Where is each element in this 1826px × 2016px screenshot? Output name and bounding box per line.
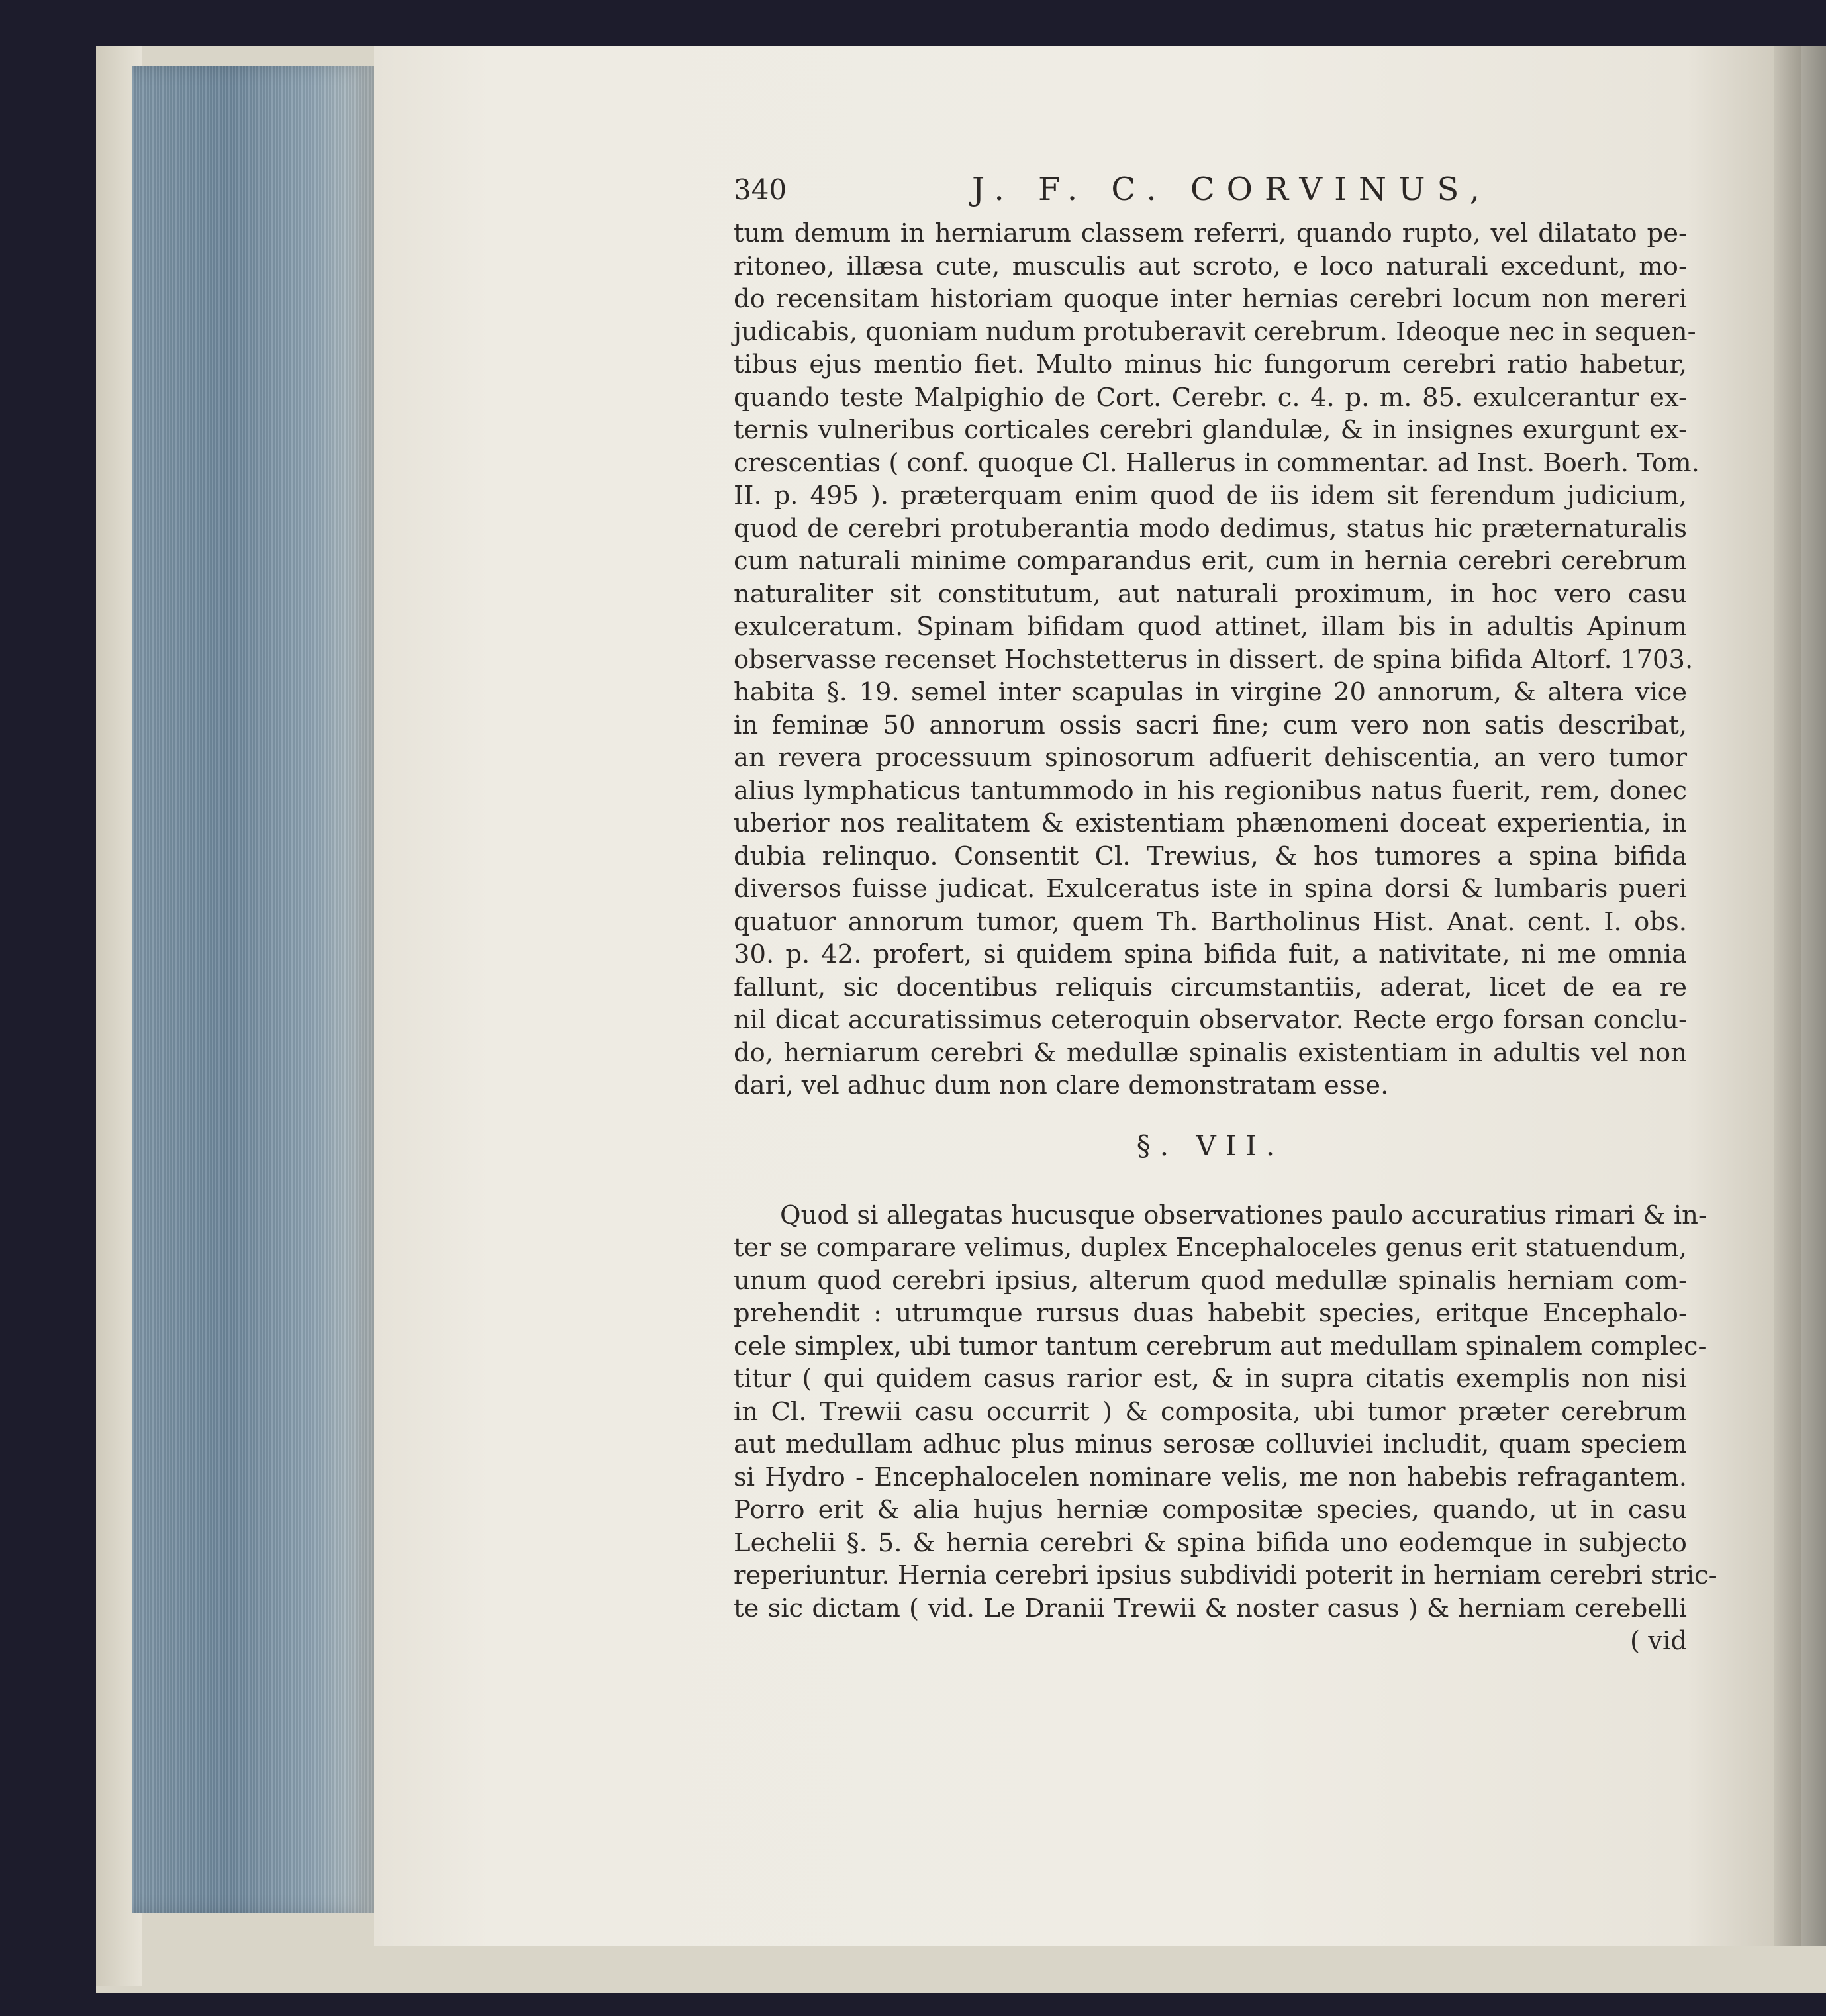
text-line: ritoneo, illæsa cute, musculis aut scroto, e loco naturali excedunt, mo- <box>734 251 1687 281</box>
text-line: in feminæ 50 annorum ossis sacri fine; cum vero non satis describat, <box>734 710 1687 740</box>
page-number: 340 <box>734 173 787 206</box>
text-line: ter se comparare velimus, duplex Encephaloceles genus erit statuendum, <box>734 1233 1687 1263</box>
paragraph-1 <box>734 217 1700 1102</box>
text-line: quando teste Malpighio de Cort. Cerebr. c. 4. p. m. 85. exulcerantur ex- <box>734 382 1687 412</box>
text-line: quod de cerebri protuberantia modo dedimus, status hic præternaturalis <box>734 513 1687 544</box>
text-line: tibus ejus mentio fiet. Multo minus hic fungorum cerebri ratio habetur, <box>734 350 1687 379</box>
page-header <box>734 164 1687 217</box>
paragraph-2 <box>734 1199 1717 1658</box>
text-line: prehendit : utrumque rursus duas habebit species, eritque Encephalo- <box>734 1298 1687 1328</box>
text-line: alius lymphaticus tantummodo in his regionibus natus fuerit, rem, donec <box>734 775 1687 806</box>
text-line: unum quod cerebri ipsius, alterum quod medullæ spinalis herniam com- <box>734 1265 1687 1296</box>
text-line: in Cl. Trewii casu occurrit ) & composita, ubi tumor præter cerebrum <box>734 1396 1687 1427</box>
running-head: J. F. C. CORVINUS, <box>972 171 1492 208</box>
text-line: dubia relinquo. Consentit Cl. Trewius, & hos tumores a spina bifida <box>734 841 1687 871</box>
text-line: habita §. 19. semel inter scapulas in virgine 20 annorum, & altera vice <box>734 677 1687 707</box>
text-line: titur ( qui quidem casus rarior est, & in supra citatis exemplis non nisi <box>734 1364 1687 1394</box>
text-line: ternis vulneribus corticales cerebri glandulæ, & in insignes exurgunt ex- <box>734 415 1687 445</box>
text-line: cele simplex, ubi tumor tantum cerebrum aut medullam spinalem complec- <box>734 1331 1707 1361</box>
text-line: diversos fuisse judicat. Exulceratus iste in spina dorsi & lumbaris pueri <box>734 874 1687 904</box>
text-line: te sic dictam ( vid. Le Dranii Trewii & noster casus ) & herniam cerebelli <box>734 1593 1687 1623</box>
section-heading: §. VII. <box>1136 1129 1284 1162</box>
text-line: uberior nos realitatem & existentiam phænomeni doceat experientia, in <box>734 808 1687 838</box>
text-line: 30. p. 42. profert, si quidem spina bifida fuit, a nativitate, ni me omnia <box>734 939 1687 969</box>
text-line: tum demum in herniarum classem referri, quando rupto, vel dilatato pe- <box>734 218 1687 248</box>
text-block <box>734 164 1717 1658</box>
text-line: do recensitam historiam quoque inter hernias cerebri locum non mereri <box>734 284 1687 314</box>
text-line: II. p. 495 ). præterquam enim quod de iis idem sit ferendum judicium, <box>734 481 1687 510</box>
text-line: Quod si allegatas hucusque observationes paulo accuratius rimari & in- <box>780 1200 1707 1230</box>
text-line: do, herniarum cerebri & medullæ spinalis existentiam in adultis vel non <box>734 1037 1687 1068</box>
text-line: exulceratum. Spinam bifidam quod attinet, illam bis in adultis Apinum <box>734 612 1687 642</box>
text-line: reperiuntur. Hernia cerebri ipsius subdividi poterit in herniam cerebri stric- <box>734 1560 1717 1590</box>
text-line: an revera processuum spinosorum adfuerit dehiscentia, an vero tumor <box>734 743 1687 773</box>
text-line: judicabis, quoniam nudum protuberavit cerebrum. Ideoque nec in sequen- <box>734 316 1696 347</box>
text-line: fallunt, sic docentibus reliquis circumstantiis, aderat, licet de ea re <box>734 972 1687 1002</box>
text-line: crescentias ( conf. quoque Cl. Hallerus in commentar. ad Inst. Boerh. Tom. <box>734 448 1700 478</box>
text-line: si Hydro - Encephalocelen nominare velis, me non habebis refragantem. <box>734 1462 1687 1492</box>
text-line: dari, vel adhuc dum non clare demonstratam esse. <box>734 1071 1389 1100</box>
text-line: observasse recenset Hochstetterus in dissert. de spina bifida Altorf. 1703. <box>734 644 1694 675</box>
catchword: ( vid <box>1630 1626 1687 1656</box>
text-line: naturaliter sit constitutum, aut naturali proximum, in hoc vero casu <box>734 579 1687 609</box>
gutter-shadow <box>1774 46 1826 1946</box>
text-line: Porro erit & alia hujus herniæ compositæ species, quando, ut in casu <box>734 1495 1687 1525</box>
text-line: nil dicat accuratissimus ceteroquin observator. Recte ergo forsan conclu- <box>734 1005 1687 1035</box>
text-line: Lechelii §. 5. & hernia cerebri & spina bifida uno eodemque in subjecto <box>734 1527 1687 1558</box>
text-line: quatuor annorum tumor, quem Th. Bartholinus Hist. Anat. cent. I. obs. <box>734 906 1687 937</box>
text-line: cum naturali minime comparandus erit, cum in hernia cerebri cerebrum <box>734 546 1687 576</box>
page-edges <box>132 66 374 1913</box>
text-line: aut medullam adhuc plus minus serosæ colluviei includit, quam speciem <box>734 1429 1687 1459</box>
